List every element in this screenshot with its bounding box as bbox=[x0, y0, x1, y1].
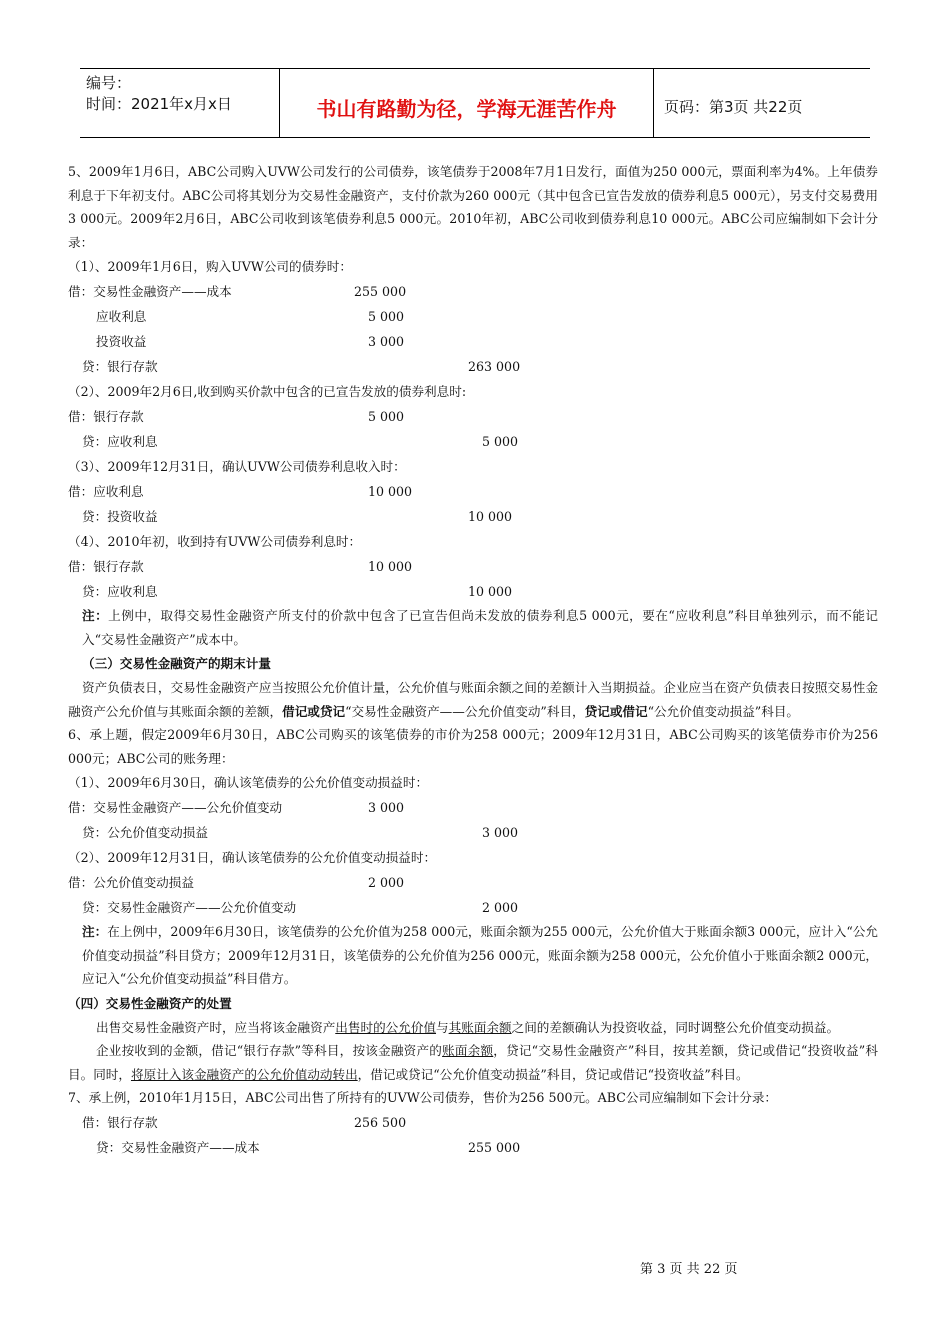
example-6-intro: 6、承上题，假定2009年6月30日，ABC公司购买的该笔债券的市价为258 000元；2009年12月31日，ABC公司购买的该笔债券市价为256 000元；ABC公司的账务理： bbox=[68, 727, 878, 766]
amount: 5 000 bbox=[482, 434, 519, 449]
journal-line: 借：银行存款 5 000 bbox=[68, 404, 878, 429]
step-heading: （3）、2009年12月31日，确认UVW公司债券利息收入时： bbox=[68, 459, 406, 474]
step-heading: （2）、2009年12月31日，确认该笔债券的公允价值变动损益时： bbox=[68, 850, 437, 865]
amount: 2 000 bbox=[368, 875, 405, 890]
journal-line: 借：交易性金融资产——成本 255 000 bbox=[68, 279, 878, 304]
journal-line: 贷：交易性金融资产——成本 255 000 bbox=[68, 1135, 878, 1160]
note-paragraph: 注：在上例中，2009年6月30日，该笔债券的公允价值为258 000元，账面余额为255 000元，公允价值大于账面余额3 000元，应计入“公允价值变动损益”科目贷方；2009年12月31日，该笔债券的公允价值为256 000元，账面余额为258 000元，公允价值小于账面余额2 000元，应记入“公允价值变动损益”科目借方。 bbox=[82, 924, 879, 986]
amount: 5 000 bbox=[368, 309, 405, 324]
step-heading: （1）、2009年1月6日，购入UVW公司的债券时： bbox=[68, 259, 352, 274]
header-page-label: 页码：第3页 共22页 bbox=[664, 97, 803, 116]
step-heading: （2）、2009年2月6日,收到购买价款中包含的已宣告发放的债券利息时: bbox=[68, 384, 467, 399]
journal-line: 贷：交易性金融资产——公允价值变动 2 000 bbox=[68, 895, 878, 920]
step-heading: （1）、2009年6月30日，确认该笔债券的公允价值变动损益时： bbox=[68, 775, 429, 790]
amount: 263 000 bbox=[468, 359, 521, 374]
journal-line: 投资收益 3 000 bbox=[68, 329, 878, 354]
journal-line: 应收利息 5 000 bbox=[68, 304, 878, 329]
amount: 10 000 bbox=[368, 484, 413, 499]
page-footer: 第 3 页 共 22 页 bbox=[640, 1262, 738, 1277]
section-title: （三）交易性金融资产的期末计量 bbox=[82, 656, 271, 671]
doc-time-label: 时间：2021年x月x日 bbox=[86, 95, 232, 113]
journal-line: 贷：应收利息 10 000 bbox=[68, 579, 878, 604]
journal-line: 借：应收利息 10 000 bbox=[68, 479, 878, 504]
section-title: （四）交易性金融资产的处置 bbox=[68, 995, 232, 1011]
note-label: 注： bbox=[82, 924, 108, 939]
amount: 255 000 bbox=[468, 1139, 521, 1155]
step-heading: （4）、2010年初，收到持有UVW公司债券利息时： bbox=[68, 534, 362, 549]
body-paragraph: 出售交易性金融资产时，应当将该金融资产出售时的公允价值与其账面余额之间的差额确认为投资收益，同时调整公允价值变动损益。 bbox=[96, 1019, 840, 1035]
journal-line: 借：公允价值变动损益 2 000 bbox=[68, 870, 878, 895]
example-7-intro: 7、承上例，2010年1月15日，ABC公司出售了所持有的UVW公司债券，售价为256 500元。ABC公司应编制如下会计分录： bbox=[68, 1090, 778, 1105]
header-motto: 书山有路勤为径，学海无涯苦作舟 bbox=[280, 69, 654, 137]
amount: 2 000 bbox=[482, 900, 519, 915]
journal-line: 贷：公允价值变动损益 3 000 bbox=[68, 820, 878, 845]
note-paragraph: 注：上例中，取得交易性金融资产所支付的价款中包含了已宣告但尚未发放的债券利息5 000元，要在“应收利息”科目单独列示，而不能记入“交易性金融资产”成本中。 bbox=[82, 608, 879, 647]
journal-line: 贷：银行存款 263 000 bbox=[68, 354, 878, 379]
note-label: 注： bbox=[82, 608, 109, 623]
journal-line: 贷：应收利息 5 000 bbox=[68, 429, 878, 454]
amount: 10 000 bbox=[468, 509, 513, 524]
amount: 3 000 bbox=[368, 334, 405, 349]
page-header bbox=[80, 68, 870, 138]
journal-line: 贷：投资收益 10 000 bbox=[68, 504, 878, 529]
amount: 10 000 bbox=[468, 584, 513, 599]
amount: 3 000 bbox=[482, 825, 519, 840]
amount: 10 000 bbox=[368, 559, 413, 574]
document-body bbox=[68, 160, 878, 1160]
amount: 5 000 bbox=[368, 409, 405, 424]
body-paragraph: 资产负债表日，交易性金融资产应当按照公允价值计量，公允价值与账面余额之间的差额计入当期损益。企业应当在资产负债表日按照交易性金融资产公允价值与其账面余额的差额，借记或贷记“交易性金融资产——公允价值变动”科目，贷记或借记“公允价值变动损益”科目。 bbox=[68, 680, 878, 719]
journal-line: 借：银行存款 10 000 bbox=[68, 554, 878, 579]
amount: 3 000 bbox=[368, 800, 405, 815]
doc-number-label: 编号： bbox=[86, 74, 132, 92]
journal-line: 借：银行存款 256 500 bbox=[68, 1110, 878, 1135]
amount: 256 500 bbox=[354, 1114, 407, 1130]
header-meta bbox=[80, 69, 280, 137]
example-5-intro: 5、2009年1月6日，ABC公司购入UVW公司发行的公司债券，该笔债券于2008年7月1日发行，面值为250 000元，票面利率为4%。上年债券利息于下年初支付。ABC公司将其划分为交易性金融资产，支付价款为260 000元（其中包含已宣告发放的债券利息5 000元），另支付交易费用3 000元。2009年2月6日，ABC公司收到该笔债券利息5 000元。2010年初，ABC公司收到债券利息10 000元。ABC公司应编制如下会计分录： bbox=[68, 164, 878, 250]
body-paragraph: 企业按收到的金额，借记“银行存款”等科目，按该金融资产的账面余额，贷记“交易性金融资产”科目，按其差额，贷记或借记“投资收益”科目。同时，将原计入该金融资产的公允价值动动转出，借记或贷记“公允价值变动损益”科目，贷记或借记“投资收益”科目。 bbox=[68, 1043, 878, 1082]
amount: 255 000 bbox=[354, 284, 407, 299]
journal-line: 借：交易性金融资产——公允价值变动 3 000 bbox=[68, 795, 878, 820]
